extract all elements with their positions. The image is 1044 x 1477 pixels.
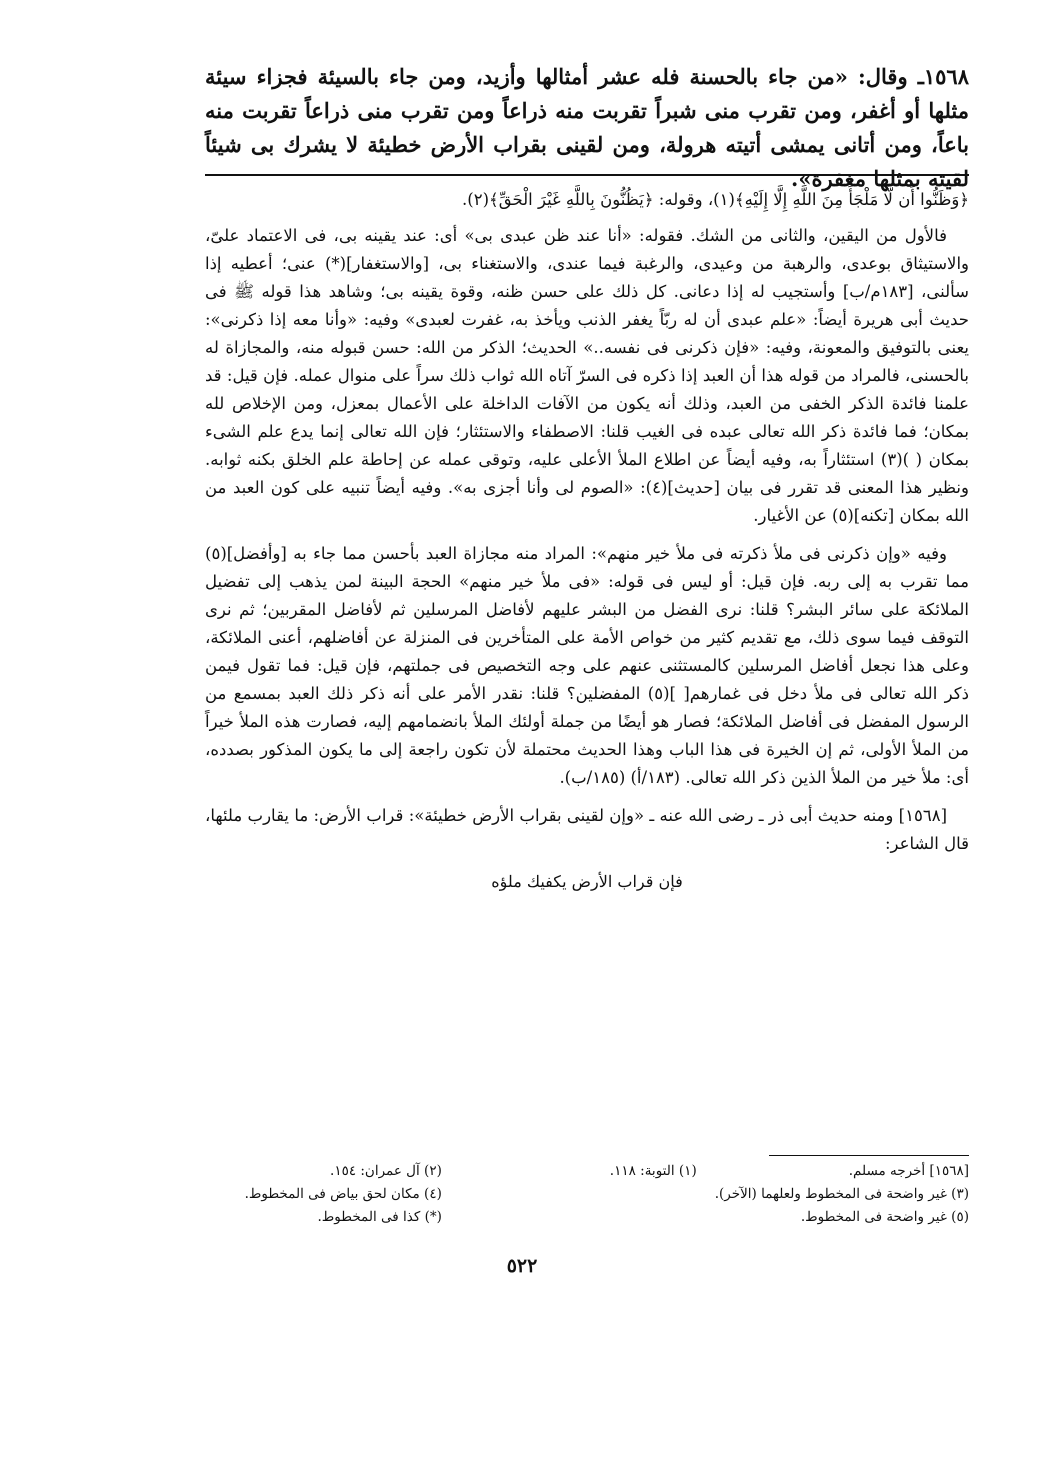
page-number: ٥٢٢ <box>506 1255 538 1277</box>
footnotes <box>205 1160 969 1229</box>
commentary-body <box>205 186 969 906</box>
commentary-paragraph-2: وفيه «وإن ذكرنى فى ملأ ذكرته فى ملأ خير منهم»: المراد منه مجازاة العبد بأحسن مما جاء به [وأفضل](٥) مما تقرب به إلى ربه. فإن قيل: أو ليس فى قوله: «فى ملأ خير منهم» الحجة البينة لمن يذهب إلى تفضيل الملائكة على سائر البشر؟ قلنا: نرى الفضل من البشر عليهم لأفاضل المرسلين ثم لأفاضل المقربين؛ ثم نرى التوقف فيما سوى ذلك، مع تقديم كثير من خواص الأمة على المتأخرين فى المنزلة عن أفاضلهم، أعنى الملائكة، وعلى هذا نجعل أفاضل المرسلين كالمستثنى عنهم على وجه التخصيص فى جملتهم، فإن قيل: فما تقول فيمن ذكر الله تعالى فى ملأ دخل فى غمارهم[ ](٥) المفضلين؟ قلنا: نقدر الأمر على أنه ذكر ذلك العبد بمسمع من الرسول المفضل فى أفاضل الملائكة؛ فصار هو أيضًا من جملة أولئك الملأ بانضمامهم إليه، فصارت هذه الملأ خيراً من الملأ الأولى، ثم إن الخيرة فى هذا الباب وهذا الحديث محتملة لأن تكون راجعة إلى ما يكون المذكور بصدده، أى: ملأ خير من الملأ الذين ذكر الله تعالى. (١٨٣/أ) (١٨٥/ب). <box>205 544 969 787</box>
footnote-1: (١) التوبة: ١١٨. <box>609 1163 697 1179</box>
hadith-divider <box>205 174 969 176</box>
hadith-text: ١٥٦٨ـ وقال: «من جاء بالحسنة فله عشر أمثالها وأزيد، ومن جاء بالسيئة فجزاء سيئة مثلها أو أغفر، ومن تقرب منى شبراً تقربت منه ذراعاً ومن تقرب منى ذراعاً تقربت منه باعاً، ومن أتانى يمشى أتيته هرولة، ومن لقينى بقراب الأرض خطيئة لا يشرك بى شيئاً لقيته بمثلها مغفرة». <box>205 64 969 191</box>
verse-line: ﴿وَظَنُّوا أَن لَّا مَلْجَأَ مِنَ اللَّهِ إِلَّا إِلَيْهِ﴾(١)، وقوله: ﴿يَظُنُّونَ بِاللَّهِ غَيْرَ الْحَقِّ﴾(٢). <box>462 190 969 209</box>
footnote-divider <box>769 1155 969 1156</box>
footnote-4: (٤) مكان لحق بياض فى المخطوط. <box>244 1186 442 1202</box>
commentary-paragraph-1: فالأول من اليقين، والثانى من الشك. فقوله: «أنا عند ظن عبدى بى» أى: عند يقينه بى، فى الاعتماد علىّ، والاستيثاق بوعدى، والرهبة من وعيدى، والرغبة فيما عندى، والاستغناء بى، [والاستغفار](*) عنى؛ أعطيه إذا سألنى، [١٨٣م/ب] وأستجيب له إذا دعانى. كل ذلك على حسن ظنه، وقوة يقينه بى؛ وشاهد هذا قوله ﷺ فى حديث أبى هريرة أيضاً: «علم عبدى أن له ربّاً يغفر الذنب ويأخذ به، غفرت لعبدى» وفيه: «وأنا معه إذا ذكرنى»: يعنى بالتوفيق والمعونة، وفيه: «فإن ذكرنى فى نفسه..» الحديث؛ الذكر من الله: حسن قبوله منه، والمجازاة له بالحسنى، فالمراد من قوله هذا أن العبد إذا ذكره فى السرّ آتاه الله ثواب ذلك سراً على منوال عمله. فإن قيل: قد علمنا فائدة الذكر الخفى من العبد، وذلك أنه يكون من الآفات الداخلة على الأعمال بمعزل، ومن الإخلاص لله بمكان؛ فما فائدة ذكر الله تعالى عبده فى الغيب قلنا: الاصطفاء والاستئثار؛ فإن الله تعالى إنما يدع علم الشىء بمكان ( )(٣) استئثاراً به، وفيه أيضاً عن اطلاع الملأ الأعلى عليه، وتوقى عمله عن إحاطة علم الخلق بكنه ثوابه. ونظير هذا المعنى قد تقرر فى بيان [حديث](٤): «الصوم لى وأنا أجزى به». وفيه أيضاً تنبيه على كون العبد من الله بمكان [تكنه](٥) عن الأغيار. <box>205 226 969 525</box>
footnote-5: (٥) غير واضحة فى المخطوط. <box>800 1209 969 1225</box>
footnote-placeholder-2 <box>460 1206 697 1229</box>
footnote-3: (٣) غير واضحة فى المخطوط ولعلهما (الآخر). <box>714 1186 969 1202</box>
footnote-2: (٢) آل عمران: ١٥٤. <box>330 1163 442 1179</box>
footnote-1568: [١٥٦٨] أخرجه مسلم. <box>848 1163 969 1179</box>
footnote-star: (*) كذا فى المخطوط. <box>317 1209 442 1225</box>
commentary-paragraph-3: [١٥٦٨] ومنه حديث أبى ذر ـ رضى الله عنه ـ «وإن لقينى بقراب الأرض خطيئة»: قراب الأرض: ما يقارب ملئها، قال الشاعر: <box>205 806 969 853</box>
footnote-placeholder <box>460 1183 697 1206</box>
poetry-verse: فإن قراب الأرض يكفيك ملؤه <box>491 872 683 891</box>
